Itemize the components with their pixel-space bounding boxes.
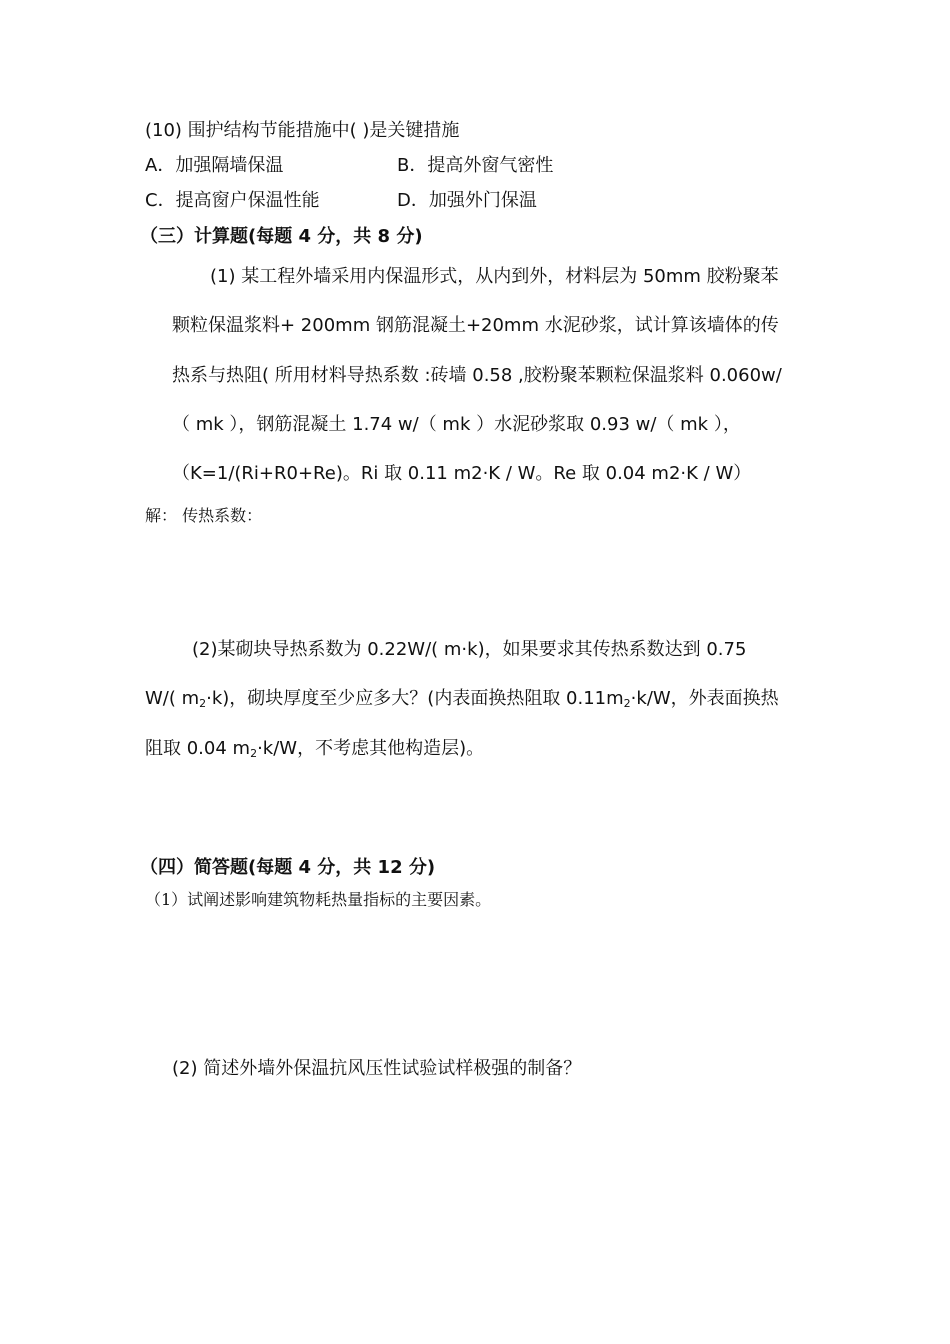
- answer-label: 解： 传热系数：: [145, 506, 263, 525]
- calc-q1-line4: （ mk ），钢筋混凝土 1.74 w/（ mk ）水泥砂浆取 0.93 w/（ mk ），: [172, 414, 741, 435]
- calc-q2-line3-part2: ·k/W，不考虑其他构造层)。: [257, 738, 485, 759]
- calc-q1-line1: (1) 某工程外墙采用内保温形式，从内到外，材料层为 50mm 胶粉聚苯: [210, 266, 779, 287]
- calc-q1-line5: （K=1/(Ri+R0+Re)。Ri 取 0.11 m2·K / W。Re 取 0.04 m2·K / W）: [172, 463, 752, 484]
- q10-option-c: C．提高窗户保温性能: [145, 190, 320, 211]
- calc-q1-line2: 颗粒保温浆料+ 200mm 钢筋混凝土+20mm 水泥砂浆，试计算该墙体的传: [172, 315, 779, 336]
- calc-q2-line2-part3: ·k/W，外表面换热: [630, 688, 779, 709]
- calc-q2-line2-part1: W/( m: [145, 688, 200, 709]
- section3-heading: （三）计算题(每题 4 分，共 8 分): [140, 226, 423, 247]
- calc-q1-line3: 热系与热阻( 所用材料导热系数 :砖墙 0.58 ,胶粉聚苯颗粒保温浆料 0.060w/: [172, 365, 782, 386]
- calc-q2-line3-sub: 2: [250, 747, 258, 760]
- q10-option-a: A．加强隔墙保温: [145, 155, 284, 176]
- calc-q2-line1: (2)某砌块导热系数为 0.22W/( m·k)，如果要求其传热系数达到 0.75: [192, 639, 747, 660]
- q10-option-d: D．加强外门保温: [397, 190, 537, 211]
- q10-stem: (10) 围护结构节能措施中( )是关键措施: [145, 120, 460, 141]
- calc-q2-line2-sub2: 2: [623, 697, 631, 710]
- q10-option-b: B．提高外窗气密性: [397, 155, 554, 176]
- short-answer-q2: (2) 简述外墙外保温抗风压性试验试样极强的制备？: [172, 1058, 582, 1079]
- short-answer-q1: （1）试阐述影响建筑物耗热量指标的主要因素。: [145, 890, 492, 909]
- calc-q2-line2-part2: ·k)，砌块厚度至少应多大？(内表面换热阻取 0.11m: [206, 688, 624, 709]
- calc-q2-line3: [145, 737, 484, 766]
- calc-q2-line2: [145, 687, 779, 716]
- calc-q2-line2-sub1: 2: [199, 697, 207, 710]
- calc-q2-line3-part1: 阻取 0.04 m: [145, 738, 251, 759]
- section4-heading: （四）简答题(每题 4 分，共 12 分): [140, 857, 436, 878]
